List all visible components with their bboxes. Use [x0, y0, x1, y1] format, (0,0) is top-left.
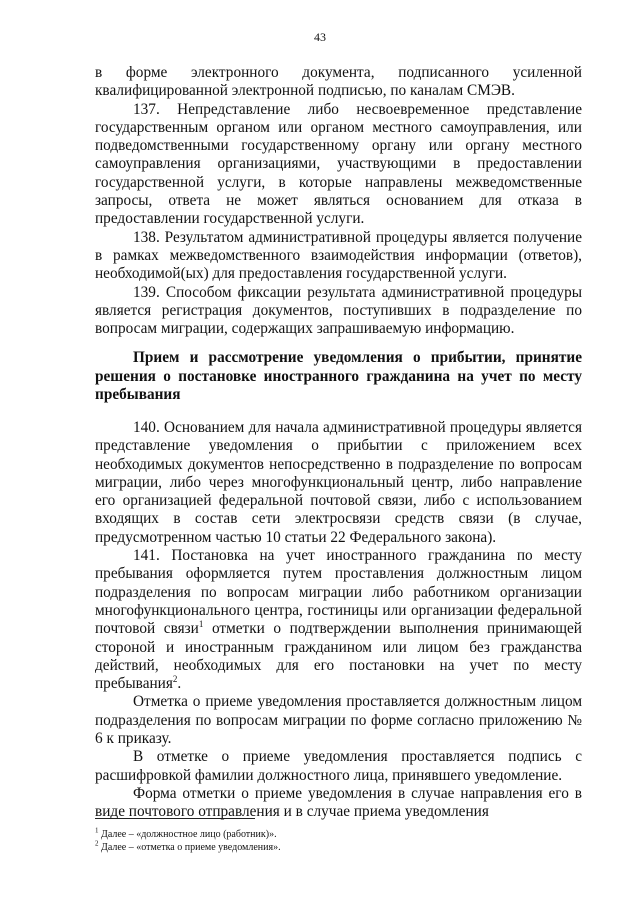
paragraph-sign: В отметке о приеме уведомления проставляется подпись с расшифровкой фамилии должностного лица, принявшего уведомление.	[95, 748, 582, 784]
footnote-2-text: Далее – «отметка о приеме уведомления».	[98, 842, 281, 853]
paragraph-137: 137. Непредставление либо несвоевременное представление государственным органом или органом местного самоуправления, или подведомственными государственному органу или органу местного самоуправления организациями, участвующими в предоставлении государственной услуги, в которые направлены межведомственные запросы, ответа не может являться основанием для отказа в предоставлении государственной услуги.	[95, 100, 582, 228]
text-block-bottom	[95, 419, 582, 822]
paragraph-141	[95, 547, 582, 693]
footnote-ref-2[interactable]: 2	[172, 674, 178, 685]
footnote-1-text: Далее – «должностное лицо (работник)».	[98, 829, 277, 840]
paragraph-140: 140. Основанием для начала административной процедуры является представление уведомления о прибытии с приложением всех необходимых документов непосредственно в подразделение по вопросам миграции, либо через многофункциональный центр, либо направление его организацией федеральной почтовой связи, либо с использованием входящих в состав сети электросвязи средств связи (в случае, предусмотренном частью 10 статьи 22 Федерального закона).	[95, 419, 582, 546]
paragraph-continuation: в форме электронного документа, подписанного усиленной квалифицированной электронной подписью, по каналам СМЭВ.	[95, 64, 582, 100]
paragraph-138: 138. Результатом административной процедуры является получение в рамках межведомственного взаимодействия информации (ответов), необходимой(ых) для предоставления государственной услуги.	[95, 228, 582, 283]
footnotes	[95, 828, 582, 854]
section-heading: Прием и рассмотрение уведомления о прибытии, принятие решения о постановке иностранного гражданина на учет по месту пребывания	[95, 349, 582, 403]
paragraph-mark: Отметка о приеме уведомления проставляется должностным лицом подразделения по вопросам миграции по форме согласно приложению № 6 к приказу.	[95, 693, 582, 748]
text-block-top	[95, 64, 582, 338]
footnote-divider	[95, 818, 255, 819]
paragraph-141-part2: отметки о подтверждении выполнения принимающей стороной и иностранным гражданином или лицом без гражданства действий, необходимых для его постановки на учет по месту пребывания	[95, 620, 582, 693]
footnote-1	[95, 828, 582, 841]
paragraph-141-part1: 141. Постановка на учет иностранного гражданина по месту пребывания оформляется путем проставления должностным лицом подразделения по вопросам миграции либо работником организации многофункционального центра, гостиницы или организации федеральной почтовой связи	[95, 547, 582, 638]
page-number: 43	[314, 30, 326, 44]
footnote-2	[95, 841, 582, 854]
paragraph-139: 139. Способом фиксации результата административной процедуры является регистрация документов, поступивших в подразделение по вопросам миграции, содержащих запрашиваемую информацию.	[95, 283, 582, 338]
paragraph-form: Форма отметки о приеме уведомления в случае направления его в виде почтового отправления и в случае приема уведомления	[95, 784, 582, 821]
footnote-ref-1[interactable]: 1	[198, 619, 204, 630]
footnote-1-number: 1	[95, 826, 99, 835]
footnote-2-number: 2	[95, 839, 99, 848]
paragraph-141-part3: .	[177, 675, 182, 693]
